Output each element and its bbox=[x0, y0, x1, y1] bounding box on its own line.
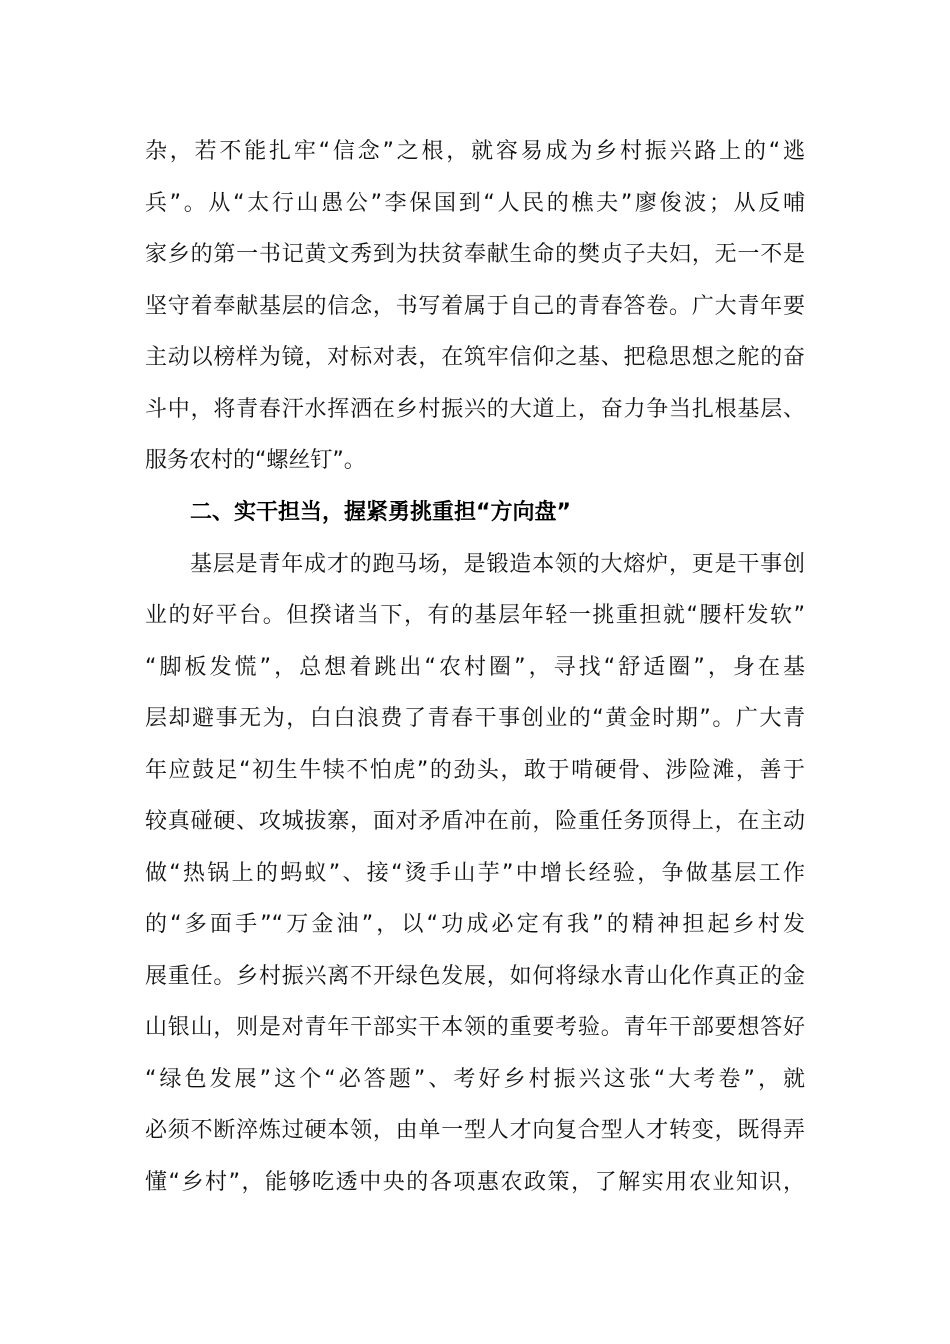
paragraph1-line-4: 坚守着奉献基层的信念，书写着属于自己的青春答卷。广大青年要 bbox=[145, 294, 805, 319]
paragraph2-line-13: 懂“乡村”，能够吃透中央的各项惠农政策，了解实用农业知识， bbox=[145, 1170, 805, 1195]
paragraph2-line-1: 基层是青年成才的跑马场，是锻造本领的大熔炉，更是干事创 bbox=[190, 552, 805, 577]
section-heading: 二、实干担当，握紧勇挑重担“方向盘” bbox=[190, 500, 571, 525]
paragraph2-line-8: 的“多面手”“万金油”，以“功成必定有我”的精神担起乡村发 bbox=[145, 912, 805, 937]
paragraph2-line-6: 较真碰硬、攻城拔寨，面对矛盾冲在前，险重任务顶得上，在主动 bbox=[145, 809, 805, 834]
paragraph2-line-3: “脚板发慌”，总想着跳出“农村圈”，寻找“舒适圈”，身在基 bbox=[145, 655, 805, 680]
paragraph1-line-1: 杂，若不能扎牢“信念”之根，就容易成为乡村振兴路上的“逃 bbox=[145, 139, 805, 164]
paragraph2-line-10: 山银山，则是对青年干部实干本领的重要考验。青年干部要想答好 bbox=[145, 1015, 805, 1040]
paragraph1-line-2: 兵”。从“太行山愚公”李保国到“人民的樵夫”廖俊波；从反哺 bbox=[145, 191, 805, 216]
paragraph2-line-4: 层却避事无为，白白浪费了青春干事创业的“黄金时期”。广大青 bbox=[145, 706, 805, 731]
paragraph2-line-9: 展重任。乡村振兴离不开绿色发展，如何将绿水青山化作真正的金 bbox=[145, 964, 805, 989]
paragraph2-line-2: 业的好平台。但揆诸当下，有的基层年轻一挑重担就“腰杆发软” bbox=[145, 603, 805, 628]
paragraph1-line-6: 斗中，将青春汗水挥洒在乡村振兴的大道上，奋力争当扎根基层、 bbox=[145, 397, 805, 422]
paragraph1-line-7: 服务农村的“螺丝钉”。 bbox=[145, 448, 366, 473]
paragraph2-line-7: 做“热锅上的蚂蚁”、接“烫手山芋”中增长经验，争做基层工作 bbox=[145, 861, 805, 886]
paragraph2-line-5: 年应鼓足“初生牛犊不怕虎”的劲头，敢于啃硬骨、涉险滩，善于 bbox=[145, 758, 805, 783]
paragraph1-line-5: 主动以榜样为镜，对标对表，在筑牢信仰之基、把稳思想之舵的奋 bbox=[145, 345, 805, 370]
paragraph2-line-12: 必须不断淬炼过硬本领，由单一型人才向复合型人才转变，既得弄 bbox=[145, 1118, 805, 1143]
paragraph1-line-3: 家乡的第一书记黄文秀到为扶贫奉献生命的樊贞子夫妇，无一不是 bbox=[145, 242, 805, 267]
paragraph2-line-11: “绿色发展”这个“必答题”、考好乡村振兴这张“大考卷”，就 bbox=[145, 1067, 805, 1092]
